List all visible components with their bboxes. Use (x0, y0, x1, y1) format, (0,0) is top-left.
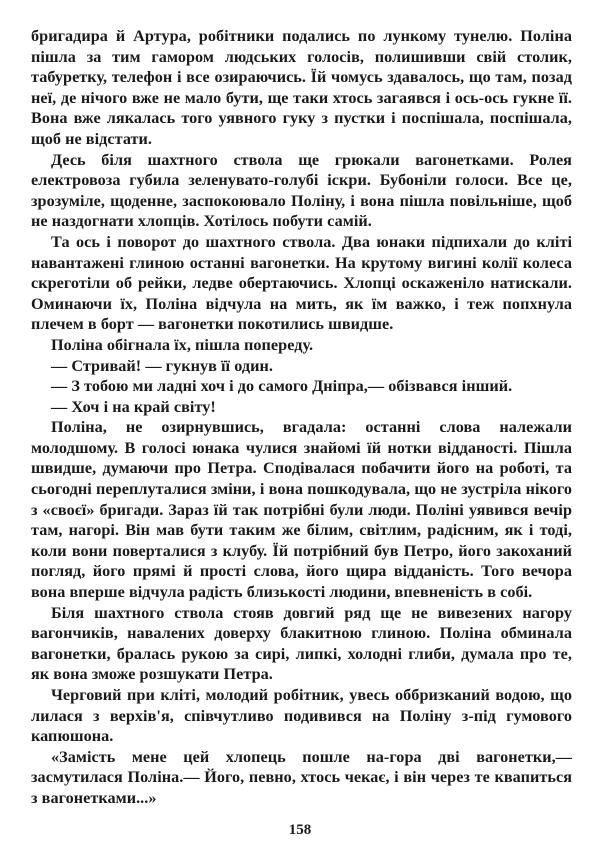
paragraph: Біля шахтного ствола стояв довгий ряд ще не вивезених нагору вагончиків, навалених доверху блакитною глиною. Поліна обминала вагонетки, бралась рукою за сирі, липкі, холодні глиби, думала про те, як вона зможе розшукати Петра. (31, 603, 572, 684)
dialogue-line: — Стривай! — гукнув її один. (51, 356, 273, 375)
paragraph: Десь біля шахтного ствола ще грюкали вагонетками. Ролея електровоза губила зеленувато-голубі іскри. Бубоніли голоси. Все це, зрозуміле, щоденне, заспокоювало Поліну, і вона пішла повільніше, щоб не наздогнати хлопців. Хотілось побути самій. (31, 150, 572, 231)
body-text (31, 26, 572, 809)
dialogue-line: — З тобою ми ладні хоч і до самого Дніпра,— обізвався інший. (51, 377, 513, 396)
paragraph: «Замість мене цей хлопець пошле на-гора дві вагонетки,— засмутилася Поліна.— Його, певно, хтось чекає, і він через те квапиться з вагонетками...» (31, 747, 572, 807)
dialogue-line: — Хоч і на край світу! (51, 397, 216, 416)
page-number: 158 (288, 822, 312, 838)
paragraph: Поліна, не озирнувшись, вгадала: останні слова належали молодшому. В голосі юнака чулися знайомі їй нотки відданості. Пішла швидше, думаючи про Петра. Сподівалася побачити його на роботі, та сьогодні переплуталися зміни, і вона пошкодувала, що не зустріла нікого з «своєї» бригади. Зараз їй так потрібні були люди. Поліні уявився вечір там, нагорі. Він мав бути таким же білим, світлим, радісним, як і тоді, коли вони поверталися з клубу. Їй потрібний був Петро, його закоханий погляд, його прямі й прості слова, його щира відданість. Того вечора вона вперше відчула радість близькості людини, впевненість в собі. (31, 418, 572, 602)
paragraph: Та ось і поворот до шахтного ствола. Два юнаки підпихали до кліті навантажені глиною останні вагонетки. На крутому вигині колії колеса скреготіли об рейки, ледве обертаючись. Хлопці оскаженіло натискали. Оминаючи їх, Поліна відчула на мить, як їм важко, і теж попхнула плечем в борт — вагонетки покотились швидше. (31, 232, 572, 334)
paragraph: бригадира й Артура, робітники подались по лункому тунелю. Поліна пішла за тим гамором людських голосів, полишивши свій столик, табуретку, телефон і все озираючись. Їй чомусь здавалось, що там, позад неї, де нічого вже не мало бути, ще таки хтось загаявся і ось-ось гукне її. Вона вже лякалась того уявного гуку з пустки і поспішала, поспішала, щоб не відстати. (31, 27, 572, 148)
paragraph: Черговий при кліті, молодий робітник, увесь оббризканий водою, що лилася з верхів'я, співчутливо подивився на Поліну з-під гумового капюшона. (31, 686, 572, 746)
paragraph: Поліна обігнала їх, пішла попереду. (51, 335, 314, 354)
